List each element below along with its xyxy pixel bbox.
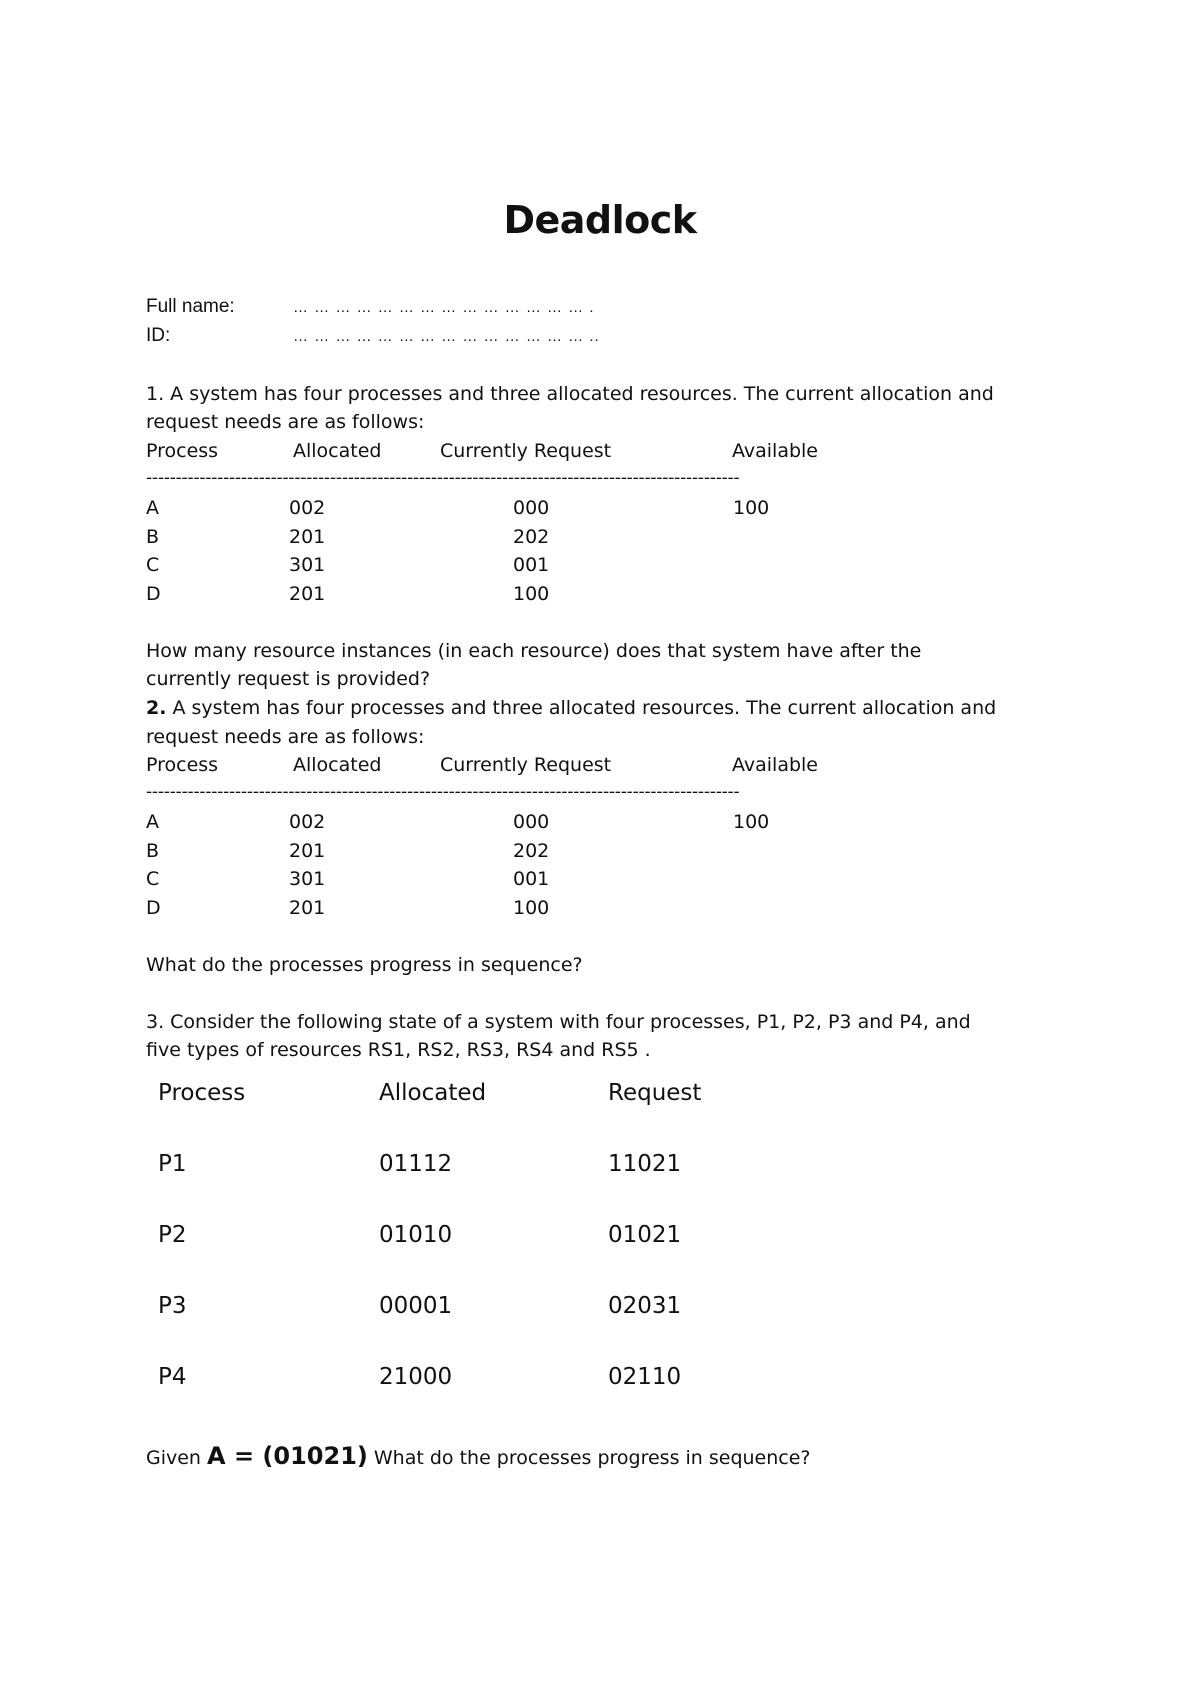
table-cell: 21000 — [379, 1364, 453, 1390]
q1-question-line-1: How many resource instances (in each resource) does that system have after the — [146, 640, 922, 662]
table-cell: 01021 — [608, 1222, 682, 1248]
q3-given-suffix: What do the processes progress in sequence? — [367, 1447, 811, 1469]
table-cell: 001 — [513, 554, 550, 576]
table-cell: P4 — [158, 1364, 187, 1390]
table-cell: D — [146, 583, 161, 605]
table-cell: 301 — [289, 554, 326, 576]
q1-header-allocated: Allocated — [293, 440, 382, 462]
table-cell: 002 — [289, 497, 326, 519]
page-title: Deadlock — [503, 198, 697, 242]
q1-header-available: Available — [732, 440, 819, 462]
q3-header-process: Process — [158, 1080, 246, 1106]
q1-question-line-2: currently request is provided? — [146, 668, 431, 690]
table-cell: 201 — [289, 840, 326, 862]
table-cell: 201 — [289, 583, 326, 605]
q2-number: 2. — [146, 697, 167, 719]
q2-question: What do the processes progress in sequence? — [146, 954, 583, 976]
table-cell: C — [146, 554, 160, 576]
table-cell: B — [146, 840, 160, 862]
q2-header-available: Available — [732, 754, 819, 776]
table-cell: 100 — [733, 497, 770, 519]
q3-line-2: five types of resources RS1, RS2, RS3, RS4 and RS5 . — [146, 1039, 651, 1061]
table-cell: 301 — [289, 868, 326, 890]
q3-header-request: Request — [608, 1080, 702, 1106]
q1-line-1: 1. A system has four processes and three allocated resources. The current allocation and — [146, 383, 994, 405]
id-value: … … … … … … … … … … … … … … .. — [293, 328, 600, 345]
id-label: ID: — [146, 325, 171, 346]
table-cell: 000 — [513, 811, 550, 833]
table-cell: 001 — [513, 868, 550, 890]
table-cell: B — [146, 526, 160, 548]
q2-header-request: Currently Request — [440, 754, 612, 776]
table-cell: C — [146, 868, 160, 890]
table-cell: 201 — [289, 526, 326, 548]
table-cell: 02110 — [608, 1364, 682, 1390]
table-cell: 00001 — [379, 1293, 453, 1319]
q1-line-2: request needs are as follows: — [146, 411, 425, 433]
q2-line-2: request needs are as follows: — [146, 726, 425, 748]
table-cell: 202 — [513, 840, 550, 862]
table-cell: 201 — [289, 897, 326, 919]
id-field — [146, 325, 600, 347]
q1-header-process: Process — [146, 440, 219, 462]
table-cell: 01010 — [379, 1222, 453, 1248]
table-cell: 002 — [289, 811, 326, 833]
fullname-label: Full name: — [146, 296, 235, 317]
q1-header-request: Currently Request — [440, 440, 612, 462]
q3-line-1: 3. Consider the following state of a system with four processes, P1, P2, P3 and P4, and — [146, 1011, 971, 1033]
q2-divider: ---------------------------------------------------------------------------------------------------- — [146, 782, 740, 802]
table-cell: 100 — [733, 811, 770, 833]
q3-question — [146, 1442, 811, 1470]
q2-line-1 — [146, 697, 996, 719]
table-cell: A — [146, 497, 159, 519]
table-cell: P3 — [158, 1293, 187, 1319]
q3-given-value: A = (01021) — [207, 1442, 368, 1470]
table-cell: P1 — [158, 1151, 187, 1177]
table-cell: A — [146, 811, 159, 833]
table-cell: 100 — [513, 897, 550, 919]
table-cell: 000 — [513, 497, 550, 519]
q1-divider: ---------------------------------------------------------------------------------------------------- — [146, 468, 740, 488]
q2-header-allocated: Allocated — [293, 754, 382, 776]
q3-given-prefix: Given — [146, 1447, 208, 1469]
fullname-field — [146, 296, 595, 318]
table-cell: D — [146, 897, 161, 919]
table-cell: P2 — [158, 1222, 187, 1248]
q2-line-1-text: A system has four processes and three allocated resources. The current allocation and — [166, 697, 997, 719]
q3-header-allocated: Allocated — [379, 1080, 487, 1106]
table-cell: 01112 — [379, 1151, 453, 1177]
table-cell: 202 — [513, 526, 550, 548]
table-cell: 100 — [513, 583, 550, 605]
q2-header-process: Process — [146, 754, 219, 776]
table-cell: 11021 — [608, 1151, 682, 1177]
table-cell: 02031 — [608, 1293, 682, 1319]
fullname-value: … … … … … … … … … … … … … … . — [293, 299, 595, 316]
